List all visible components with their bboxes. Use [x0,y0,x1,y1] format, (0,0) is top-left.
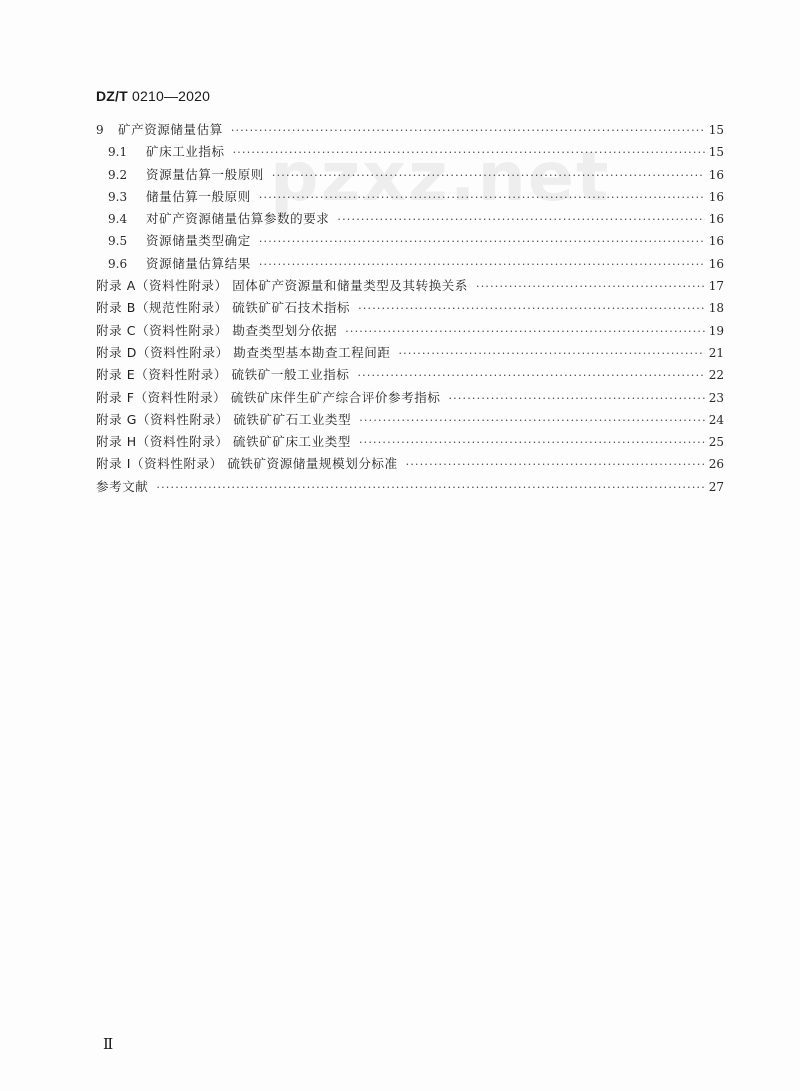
toc-entry-title: 附录 C（资料性附录） 勘查类型划分依据 [96,322,338,338]
toc-entry[interactable] [96,387,724,409]
page-number: Ⅱ [103,1035,114,1053]
toc-entry[interactable] [96,320,724,342]
toc-entry-page: 18 [708,301,724,316]
toc-entry-title: 附录 A（资料性附录） 固体矿产资源量和储量类型及其转换关系 [96,278,468,294]
toc-entry-page: 17 [708,279,724,294]
toc-dot-leader [448,388,704,410]
toc-entry-page: 27 [708,479,724,494]
toc-entry-title: 矿产资源储量估算 [118,122,223,137]
toc-entry-number: 9.1 [108,145,128,160]
toc-entry-page: 16 [708,256,724,271]
toc-dot-leader [398,343,704,365]
toc-dot-leader [259,231,705,253]
toc-entry[interactable] [96,230,724,252]
toc-entry-title: 附录 G（资料性附录） 硫铁矿矿石工业类型 [96,411,352,427]
toc-entry-text [96,186,251,208]
toc-entry-page: 24 [708,412,724,427]
toc-entry[interactable] [96,275,724,297]
toc-entry-page: 16 [708,234,724,249]
toc-entry[interactable] [96,186,724,208]
toc-entry-text [96,164,264,186]
toc-entry-title: 附录 F（资料性附录） 硫铁矿床伴生矿产综合评价参考指标 [96,389,441,405]
document-code-number: 0210—2020 [132,88,211,104]
toc-entry-title: 储量估算一般原则 [146,188,251,204]
toc-entry[interactable] [96,208,724,230]
toc-entry-page: 26 [708,457,724,472]
toc-entry-text [96,208,329,230]
toc-entry-page: 23 [708,390,724,405]
toc-dot-leader [345,321,705,343]
toc-entry-text [96,387,440,409]
toc-dot-leader [476,276,705,298]
toc-entry-title: 附录 E（资料性附录） 硫铁矿一般工业指标 [96,367,350,383]
toc-entry-text [96,320,337,342]
toc-entry-page: 19 [708,323,724,338]
toc-entry[interactable] [96,141,724,163]
toc-entry-title: 附录 D（资料性附录） 勘查类型基本勘查工程间距 [96,344,391,360]
toc-entry[interactable] [96,164,724,186]
toc-entry-page: 22 [708,368,724,383]
toc-entry-text [96,297,350,319]
toc-entry-text [96,364,349,386]
toc-entry-text [96,253,251,275]
toc-entry-title: 资源储量估算结果 [146,255,251,271]
toc-dot-leader [272,165,705,187]
table-of-contents [96,119,724,498]
toc-entry-text [96,342,390,364]
toc-entry-text [96,453,398,475]
toc-dot-leader [259,254,705,276]
toc-dot-leader [359,432,705,454]
toc-entry-title: 附录 H（资料性附录） 硫铁矿矿床工业类型 [96,434,351,450]
toc-entry-page: 15 [708,145,724,160]
watermark: pzxz.net [270,138,611,217]
toc-entry[interactable] [96,476,724,498]
toc-entry[interactable] [96,409,724,431]
toc-dot-leader [358,298,705,320]
toc-dot-leader [233,142,705,164]
toc-entry-page: 16 [708,212,724,227]
toc-entry-number: 9.2 [108,167,128,182]
toc-entry-number: 9.5 [108,234,128,249]
toc-entry[interactable] [96,119,724,141]
toc-entry-text [96,431,351,453]
toc-entry-number: 9.3 [108,189,128,204]
toc-entry-number: 9.4 [108,212,128,227]
toc-entry-number: 9 [96,123,104,137]
toc-dot-leader [359,410,704,432]
toc-dot-leader [337,209,704,231]
toc-entry[interactable] [96,342,724,364]
document-code [96,88,210,104]
toc-entry-title: 资源量估算一般原则 [146,166,264,182]
toc-entry-text [96,275,468,297]
toc-entry-title: 附录 B（规范性附录） 硫铁矿矿石技术指标 [96,300,351,316]
toc-entry-number: 9.6 [108,256,128,271]
document-code-prefix: DZ/T [96,88,128,104]
toc-entry-title: 对矿产资源储量估算参数的要求 [146,211,330,227]
toc-entry-title: 附录 I（资料性附录） 硫铁矿资源储量规模划分标准 [96,456,398,472]
toc-entry[interactable] [96,431,724,453]
toc-dot-leader [156,477,704,499]
toc-dot-leader [406,454,705,476]
toc-dot-leader [259,187,705,209]
toc-entry-title: 资源储量类型确定 [146,233,251,249]
toc-entry-text [96,476,148,498]
toc-entry-page: 16 [708,189,724,204]
toc-entry-text [96,141,225,163]
toc-dot-leader [231,120,705,142]
toc-entry[interactable] [96,297,724,319]
toc-entry-text [96,119,223,141]
toc-entry-page: 15 [708,123,724,137]
toc-entry[interactable] [96,453,724,475]
toc-entry-title: 参考文献 [96,478,149,494]
toc-entry-page: 16 [708,167,724,182]
toc-dot-leader [357,365,704,387]
toc-entry-title: 矿床工业指标 [146,144,225,160]
toc-entry-text [96,230,251,252]
toc-entry[interactable] [96,253,724,275]
toc-entry-page: 25 [708,435,724,450]
toc-entry-page: 21 [708,345,724,360]
toc-entry[interactable] [96,364,724,386]
toc-entry-text [96,409,351,431]
